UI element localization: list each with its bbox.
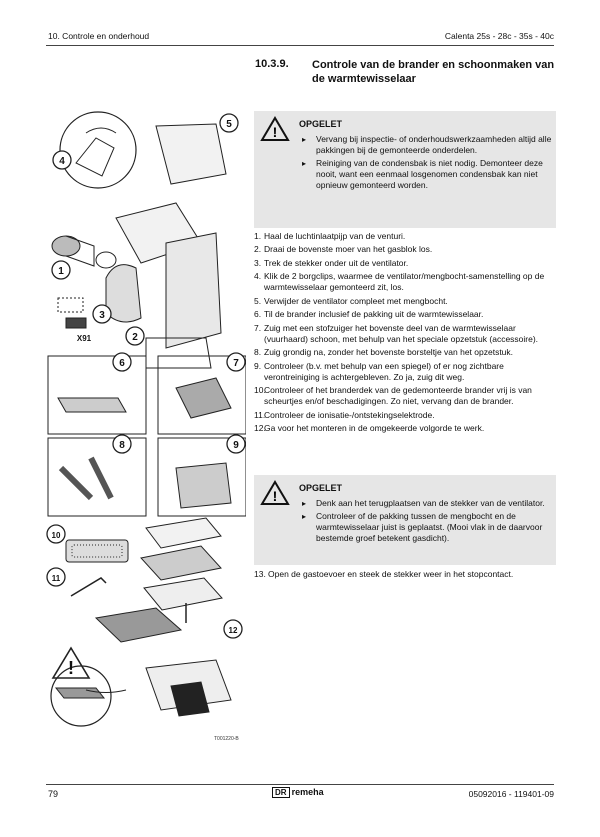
figure-label-2: 2 — [132, 332, 138, 343]
warning-box-2 — [254, 475, 556, 565]
step-item: 4. Klik de 2 borgclips, waarmee de ventilator/mengbocht-samenstelling op de warmtewisselaar gemonteerd zit, los. — [254, 271, 545, 293]
brand-logo-box: DR — [272, 787, 290, 798]
warning-item: ▸ Denk aan het terugplaatsen van de stekker van de ventilator. — [302, 498, 552, 509]
figure-label-4: 4 — [59, 156, 65, 167]
warning-item: ▸ Reiniging van de condensbak is niet nodig. Demonteer deze nooit, want een eenmaal losgenomen condensbak kan niet opnieuw gemonteerd worden. — [302, 158, 552, 191]
warning-icon — [260, 116, 290, 142]
maintenance-illustration — [46, 108, 246, 750]
svg-text:!: ! — [272, 488, 278, 504]
figure-label-9: 9 — [233, 440, 239, 451]
step-item: 7. Zuig met een stofzuiger het bovenste deel van de warmtewisselaar (vuurhaard) schoon, met behulp van het speciale opzetstuk (accessoire). — [254, 322, 539, 344]
step-item: 12. Ga voor het monteren in de omgekeerde volgorde te werk. — [254, 423, 485, 434]
warning-title: OPGELET — [299, 119, 343, 129]
figure-label-10: 10 — [51, 531, 61, 540]
section-number: 10.3.9. — [255, 58, 289, 70]
header-chapter: 10. Controle en onderhoud — [48, 31, 150, 41]
step-item: 9. Controleer (b.v. met behulp van een spiegel) of er nog zichtbare verontreiniging is achtergebleven. Zo ja, zuig dit weg. — [254, 360, 504, 382]
step-item: 1. Haal de luchtinlaatpijp van de venturi. — [254, 231, 406, 241]
brand-name: remeha — [291, 787, 324, 797]
step-item: 10. Controleer of het branderdek van de gedemonteerde brander vrij is van scheurtjes en/of beschadigingen. Zo niet, vervang dan de brander. — [254, 385, 532, 407]
figure-label-5: 5 — [226, 119, 232, 130]
warning-list — [302, 134, 552, 193]
figure-label-11: 11 — [51, 574, 61, 583]
warning-box-1 — [254, 111, 556, 228]
step-item: 13. Open de gastoevoer en steek de stekker weer in het stopcontact. — [254, 569, 514, 579]
svg-text:!: ! — [68, 658, 74, 678]
figure-label-1: 1 — [58, 266, 64, 277]
figure-connector-label: X91 — [76, 334, 92, 343]
warning-title: OPGELET — [299, 483, 343, 493]
header-rule — [46, 45, 554, 46]
footer-rule — [46, 784, 554, 785]
section-title: Controle van de brander en schoonmaken van de warmtewisselaar — [312, 59, 555, 85]
figure-code: T001220-B — [214, 736, 239, 742]
procedure-steps — [254, 231, 558, 437]
step-item: 2. Draai de bovenste moer van het gasblok los. — [254, 244, 433, 255]
procedure-steps-final — [254, 569, 558, 582]
page-number: 79 — [48, 789, 59, 799]
step-item: 8. Zuig grondig na, zonder het bovenste borsteltje van het opzetstuk. — [254, 347, 514, 358]
figure-label-8: 8 — [119, 440, 125, 451]
step-item: 11. Controleer de ionisatie-/ontstekingselektrode. — [254, 409, 435, 420]
svg-text:!: ! — [272, 124, 278, 140]
step-item: 6. Til de brander inclusief de pakking uit de warmtewisselaar. — [254, 309, 484, 320]
warning-item: ▸ Controleer of de pakking tussen de mengbocht en de warmtewisselaar juist is geplaatst. (Mooi vlak in de daarvoor bestemde groef betekent gasdicht). — [302, 511, 552, 544]
warning-list — [302, 498, 552, 546]
figure-label-7: 7 — [233, 358, 239, 369]
figure-label-12: 12 — [228, 626, 238, 635]
figure-label-6: 6 — [119, 358, 125, 369]
header-models: Calenta 25s - 28c - 35s - 40c — [444, 31, 554, 41]
warning-item: ▸ Vervang bij inspectie- of onderhoudswerkzaamheden altijd alle pakkingen bij de gemonteerde onderdelen. — [302, 134, 552, 156]
brand-logo — [272, 787, 324, 798]
warning-icon — [260, 480, 290, 506]
step-item: 5. Verwijder de ventilator compleet met mengbocht. — [254, 295, 448, 306]
document-reference: 05092016 - 119401-09 — [468, 789, 554, 799]
step-item: 3. Trek de stekker onder uit de ventilator. — [254, 257, 409, 268]
figure-label-3: 3 — [99, 310, 105, 321]
